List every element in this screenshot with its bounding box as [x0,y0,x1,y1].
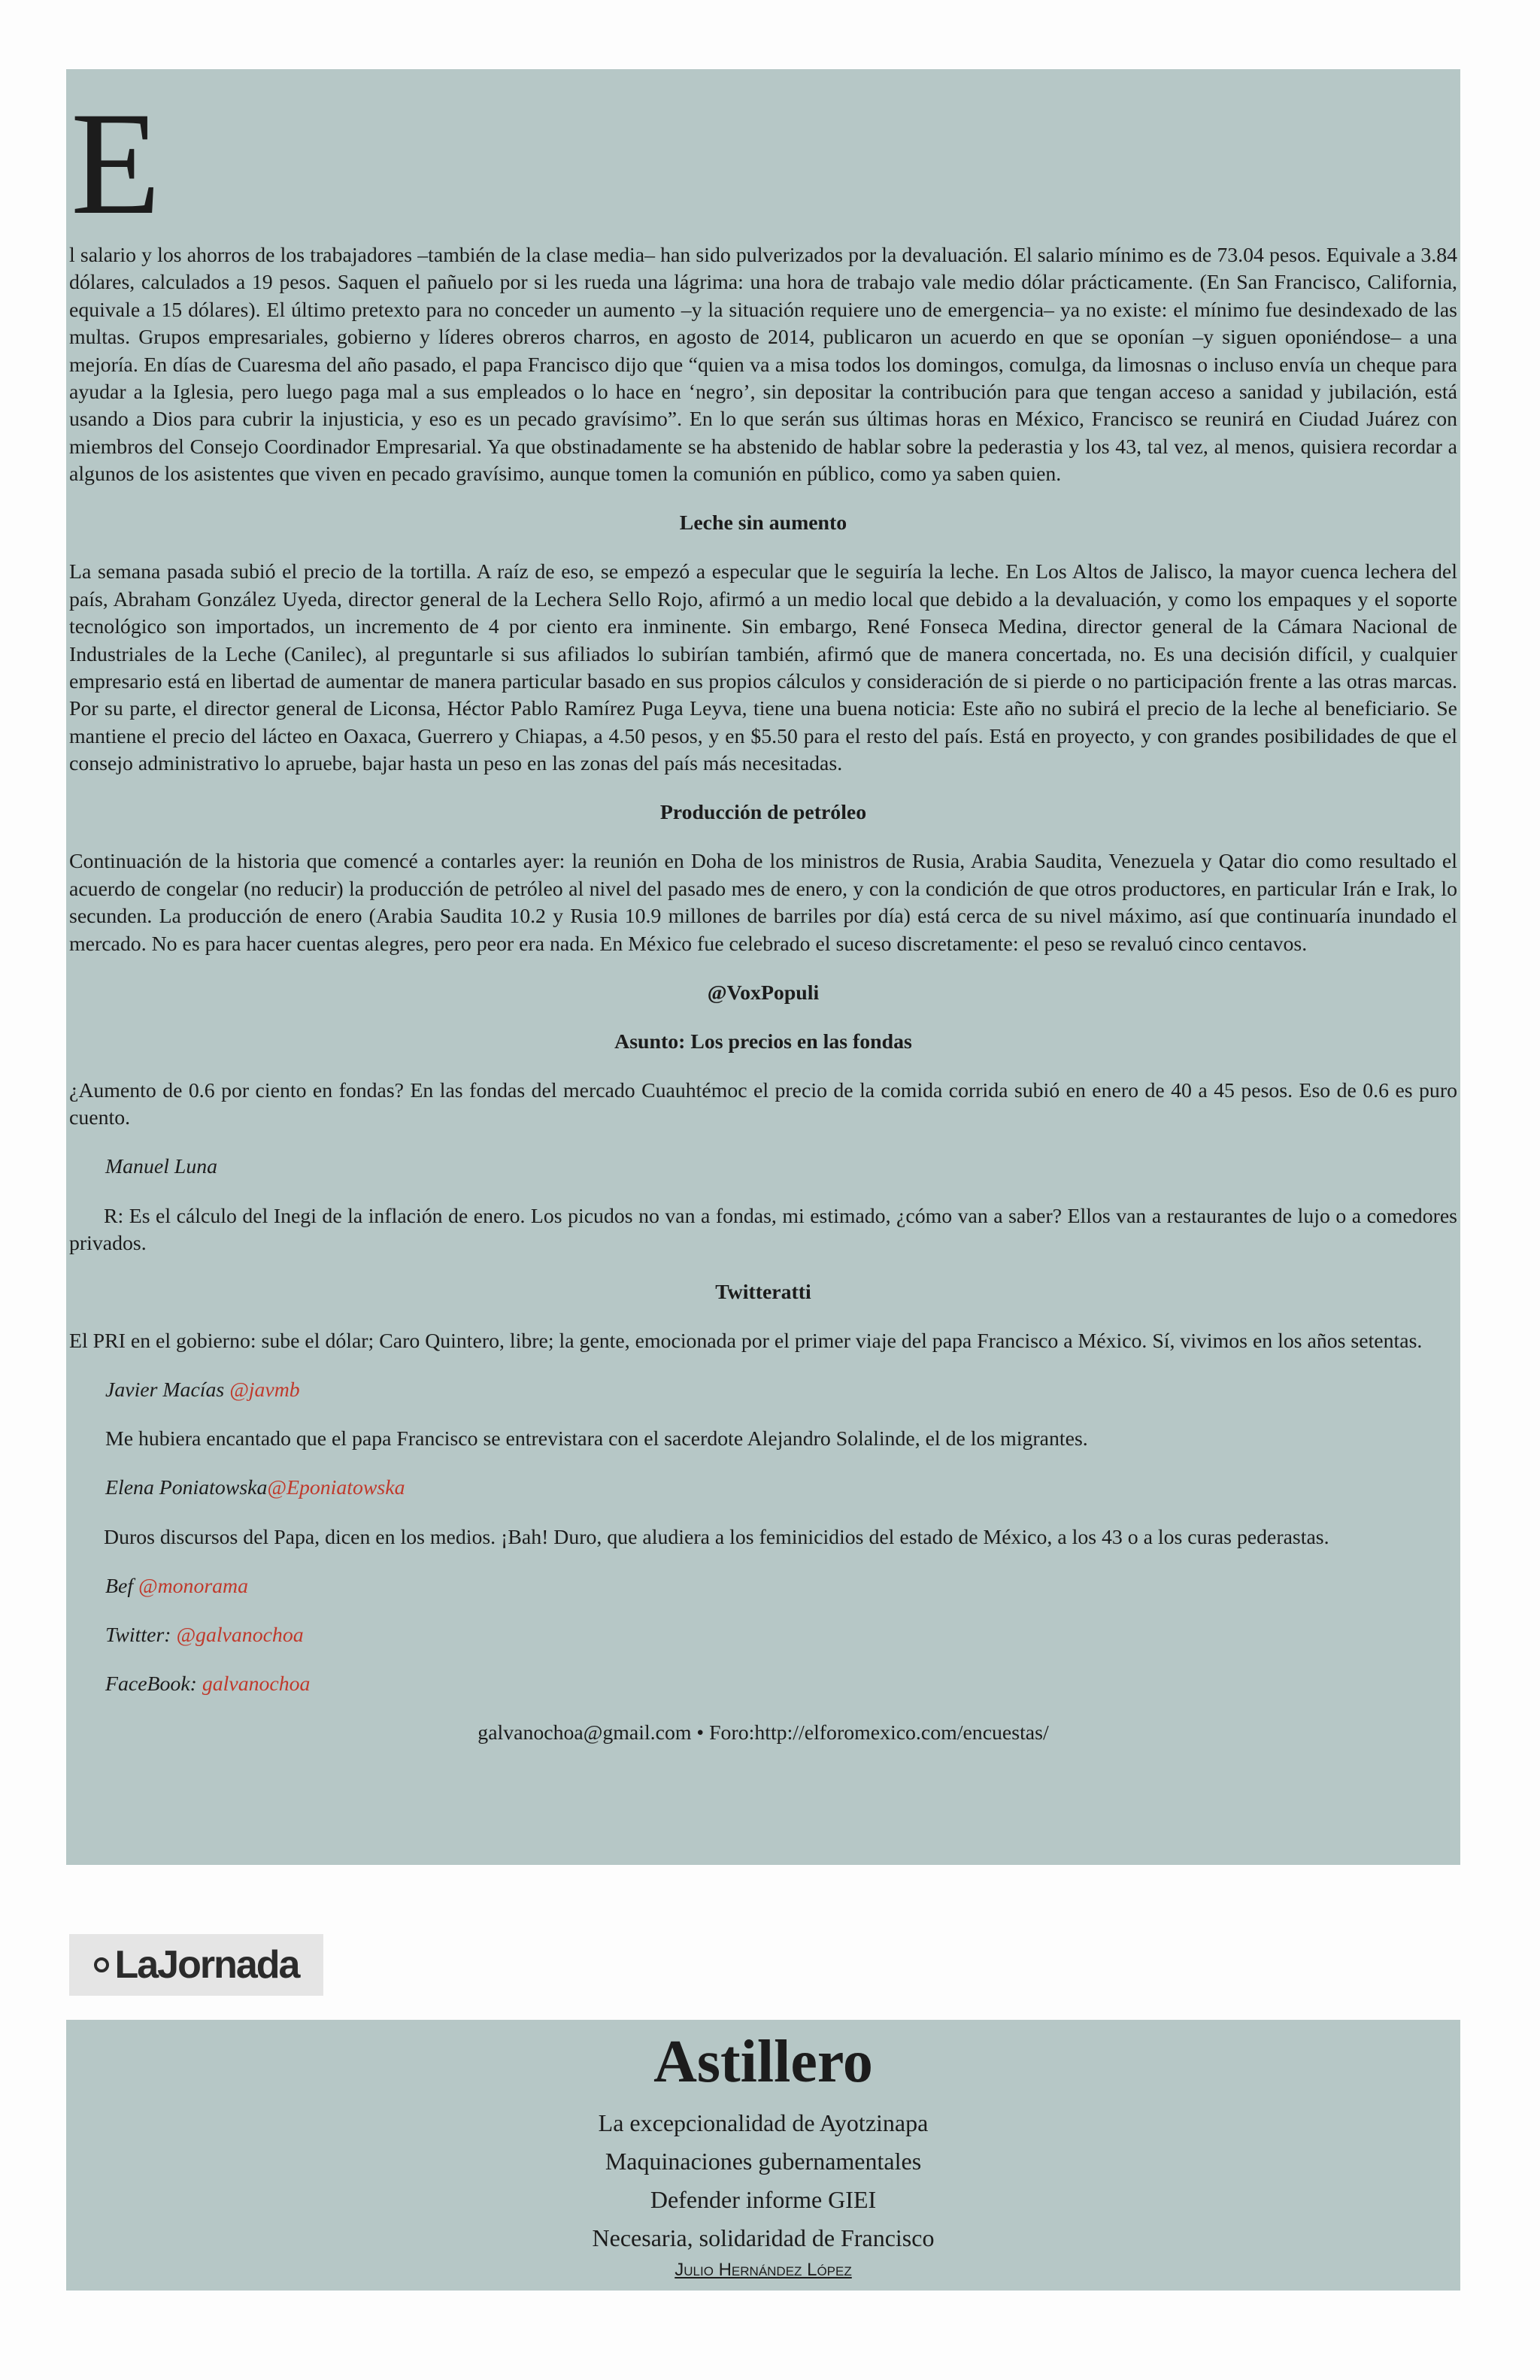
column-title[interactable]: Astillero [653,2029,873,2095]
signature-name: Elena Poniatowska [105,1476,268,1500]
signature-name: Bef [105,1574,138,1598]
tweet-2: Me hubiera encantado que el papa Francisco se entrevistara con el sacerdote Alejandro Solalinde, el de los migrantes. [105,1427,1088,1451]
fondas-paragraph: ¿Aumento de 0.6 por ciento en fondas? En las fondas del mercado Cuauhtémoc el precio de la comida corrida subió en enero de 40 a 45 pesos. Eso de 0.6 es puro cuento. [69,1078,1457,1130]
twitter-handle-link[interactable]: @javmb [229,1378,300,1402]
teaser-line: Maquinaciones gubernamentales [605,2148,922,2175]
twitter-link[interactable]: @galvanochoa [176,1623,304,1647]
drop-cap: E [71,82,161,245]
facebook-link[interactable]: galvanochoa [202,1672,311,1696]
signature-bef [69,1573,1457,1600]
signature-elena-poniatowska [69,1475,1457,1502]
tweet-1: El PRI en el gobierno: sube el dólar; Caro Quintero, libre; la gente, emocionada por el primer viaje del papa Francisco a México. Sí, vivimos en los años setentas. [69,1329,1423,1354]
logo-text: LaJornada [114,1943,299,1987]
contact-footer: galvanochoa@gmail.com • Foro:http://elforomexico.com/encuestas/ [477,1721,1049,1745]
teaser-line: Defender informe GIEI [650,2186,877,2213]
section-heading-voxpopuli: @VoxPopuli [707,981,820,1005]
article-panel [66,69,1460,1865]
signature-javier-macias [69,1377,1457,1404]
section-heading-twitteratti: Twitteratti [715,1281,811,1305]
petroleo-paragraph: Continuación de la historia que comencé a contarles ayer: la reunión en Doha de los ministros de Rusia, Arabia Saudita, Venezuela y Qatar dio como resultado el acuerdo de congelar (no reducir) la producción de petróleo al nivel del pasado mes de enero, y con la condición de que otros productores, en particular Irán e Irak, lo secunden. La producción de enero (Arabia Saudita 10.2 y Rusia 10.9 millones de barriles por día) está cerca de su nivel máximo, así que continuaría inundado el mercado. No es para hacer cuentas alegres, pero peor era nada. En México fue celebrado el suceso discretamente: el peso se revaluó cinco centavos. [69,850,1457,956]
section-heading-leche: Leche sin aumento [679,511,847,535]
teaser-line: Necesaria, solidaridad de Francisco [592,2224,935,2251]
tweet-3: Duros discursos del Papa, dicen en los medios. ¡Bah! Duro, que aludiera a los feminicidios del estado de México, a los 43 o a los curas pederastas. [104,1525,1329,1549]
section-heading-asunto: Asunto: Los precios en las fondas [614,1029,912,1054]
logo-circle-icon [94,1957,109,1972]
signature-manuel-luna: Manuel Luna [105,1155,218,1179]
signature-name: Javier Macías [105,1378,230,1402]
la-jornada-logo[interactable] [69,1934,323,1996]
intro-paragraph: l salario y los ahorros de los trabajadores –también de la clase media– han sido pulverizados por la devaluación. El salario mínimo es de 73.04 pesos. Equivale a 3.84 dólares, calculados a 19 pesos. Saquen el pañuelo por si les rueda una lágrima: una hora de trabajo vale medio dólar prácticamente. (En San Francisco, California, equivale a 15 dólares). El último pretexto para no conceder un aumento –y la situación requiere uno de emergencia– ya no existe: el mínimo fue desindexado de las multas. Grupos empresariales, gobierno y líderes obreros charros, en agosto de 2014, publicaron un acuerdo en que se oponían –y siguen oponiéndose– a una mejoría. En días de Cuaresma del año pasado, el papa Francisco dijo que “quien va a misa todos los domingos, comulga, da limosnas o incluso envía un cheque para ayudar a la Iglesia, pero luego paga mal a sus empleados o lo hace en ‘negro’, sin depositar la contribución para que tengan acceso a sanidad y jubilación, está usando a Dios para cubrir la injusticia, y eso es un pecado gravísimo”. En lo que serán sus últimas horas en México, Francisco se reunirá en Ciudad Juárez con miembros del Consejo Coordinador Empresarial. Ya que obstinadamente se ha abstenido de hablar sobre la pederastia y los 43, tal vez, al menos, quisiera recordar a algunos de los asistentes que viven en pecado gravísimo, aunque tomen la comunión en público, como ya saben quien. [69,244,1457,487]
author-link[interactable]: Julio Hernández López [675,2260,852,2280]
astillero-teaser-panel[interactable] [66,2020,1460,2291]
teaser-line: La excepcionalidad de Ayotzinapa [598,2109,929,2136]
twitter-handle-link[interactable]: @Eponiatowska [267,1476,405,1500]
leche-paragraph: La semana pasada subió el precio de la tortilla. A raíz de eso, se empezó a especular que le seguiría la leche. En Los Altos de Jalisco, la mayor cuenca lechera del país, Abraham González Uyeda, director general de la Lechera Sello Rojo, afirmó a un medio local que debido a la devaluación, y como los empaques y el soporte tecnológico son importados, un incremento de 4 por ciento era inminente. Sin embargo, René Fonseca Medina, director general de la Cámara Nacional de Industriales de la Leche (Canilec), al preguntarle si sus afiliados lo subirían también, afirmó que de manera concertada, no. Es una decisión difícil, y cualquier empresario está en libertad de aumentar de manera particular basado en sus propios cálculos y consideración de si pierde o no participación frente a las otras marcas. Por su parte, el director general de Liconsa, Héctor Pablo Ramírez Puga Leyva, tiene una buena noticia: Este año no subirá el precio de la leche al beneficiario. Se mantiene el precio del lácteo en Oaxaca, Guerrero y Chiapas, a 4.50 pesos, y en $5.50 para el resto del país. Está en proyecto, y con grandes posibilidades de que el consejo administrativo lo apruebe, bajar hasta un peso en las zonas del país más necesitadas. [69,560,1457,776]
twitter-handle-link[interactable]: @monorama [138,1574,249,1598]
section-heading-petroleo: Producción de petróleo [659,801,867,825]
reply-paragraph: R: Es el cálculo del Inegi de la inflación de enero. Los picudos no van a fondas, mi estimado, ¿cómo van a saber? Ellos van a restaurantes de lujo o a comedores privados. [69,1204,1457,1255]
twitter-contact: Twitter: @galvanochoa [105,1623,304,1647]
facebook-contact: FaceBook: galvanochoa [105,1672,311,1696]
